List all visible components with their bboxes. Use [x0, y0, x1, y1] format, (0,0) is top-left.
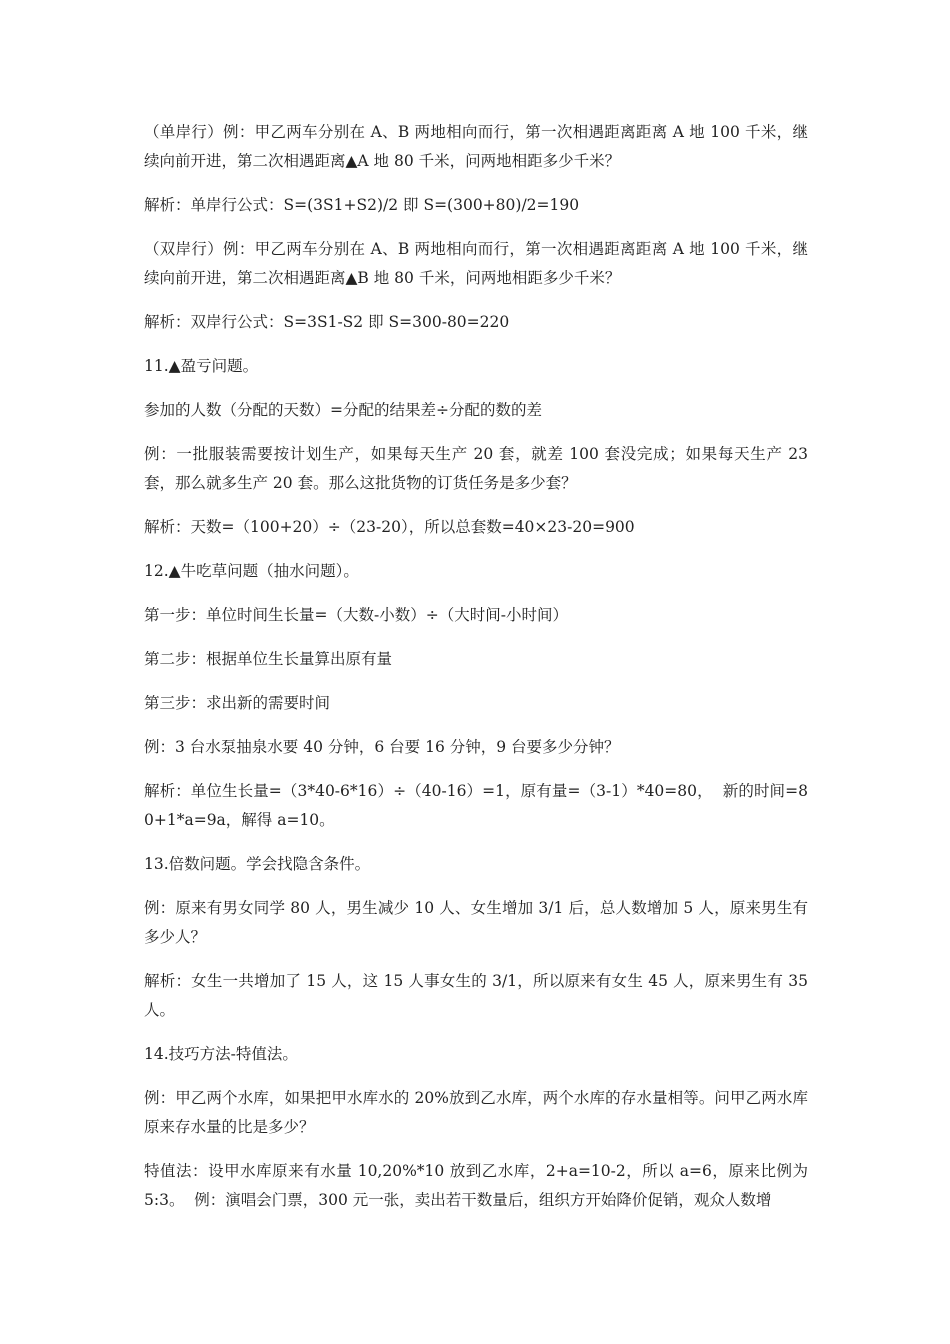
document-page	[144, 118, 813, 1230]
paragraph-students-solution: 解析：女生一共增加了 15 人，这 15 人事女生的 3/1，所以原来有女生 45 人，原来男生有 35 人。	[144, 972, 813, 1019]
heading-profit-loss: 11.▲盈亏问题。	[144, 357, 259, 375]
paragraph-step-one: 第一步：单位时间生长量=（大数-小数）÷（大时间-小时间）	[144, 606, 568, 624]
paragraph-double-shore-solution: 解析：双岸行公式：S=3S1-S2 即 S=300-80=220	[144, 313, 510, 331]
paragraph-single-shore-solution: 解析：单岸行公式：S=(3S1+S2)/2 即 S=(300+80)/2=190	[144, 196, 580, 214]
paragraph-profit-loss-solution: 解析：天数=（100+20）÷（23-20），所以总套数=40×23-20=900	[144, 518, 635, 536]
paragraph-single-shore-example: （单岸行）例：甲乙两车分别在 A、B 两地相向而行，第一次相遇距离距离 A 地 100 千米，继续向前开进，第二次相遇距离▲A 地 80 千米，问两地相距多少千米？	[144, 123, 808, 170]
paragraph-reservoir-example: 例：甲乙两个水库，如果把甲水库水的 20%放到乙水库，两个水库的存水量相等。问甲乙两水库原来存水量的比是多少？	[144, 1089, 808, 1136]
heading-special-value: 14.技巧方法-特值法。	[144, 1045, 298, 1063]
paragraph-students-example: 例：原来有男女同学 80 人，男生减少 10 人、女生增加 3/1 后，总人数增加 5 人，原来男生有多少人？	[144, 899, 808, 946]
heading-cattle-grass: 12.▲牛吃草问题（抽水问题）。	[144, 562, 359, 580]
paragraph-step-two: 第二步：根据单位生长量算出原有量	[144, 650, 393, 668]
paragraph-pump-example: 例：3 台水泵抽泉水要 40 分钟，6 台要 16 分钟，9 台要多少分钟？	[144, 738, 620, 756]
paragraph-profit-loss-example: 例：一批服装需要按计划生产，如果每天生产 20 套，就差 100 套没完成；如果每天生产 23 套，那么就多生产 20 套。那么这批货物的订货任务是多少套？	[144, 445, 813, 492]
paragraph-pump-solution: 解析：单位生长量=（3*40-6*16）÷（40-16）=1，原有量=（3-1）*40=80， 新的时间=80+1*a=9a，解得 a=10。	[144, 782, 808, 829]
paragraph-double-shore-example: （双岸行）例：甲乙两车分别在 A、B 两地相向而行，第一次相遇距离距离 A 地 100 千米，继续向前开进，第二次相遇距离▲B 地 80 千米，问两地相距多少千米？	[144, 240, 808, 287]
paragraph-step-three: 第三步：求出新的需要时间	[144, 694, 331, 712]
paragraph-special-value-solution: 特值法：设甲水库原来有水量 10,20%*10 放到乙水库，2+a=10-2，所以 a=6，原来比例为 5:3。 例：演唱会门票，300 元一张，卖出若干数量后，组织方开始降价促销，观众人数增	[144, 1162, 813, 1209]
paragraph-profit-loss-formula: 参加的人数（分配的天数）=分配的结果差÷分配的数的差	[144, 401, 542, 419]
heading-multiple-problem: 13.倍数问题。学会找隐含条件。	[144, 855, 371, 873]
